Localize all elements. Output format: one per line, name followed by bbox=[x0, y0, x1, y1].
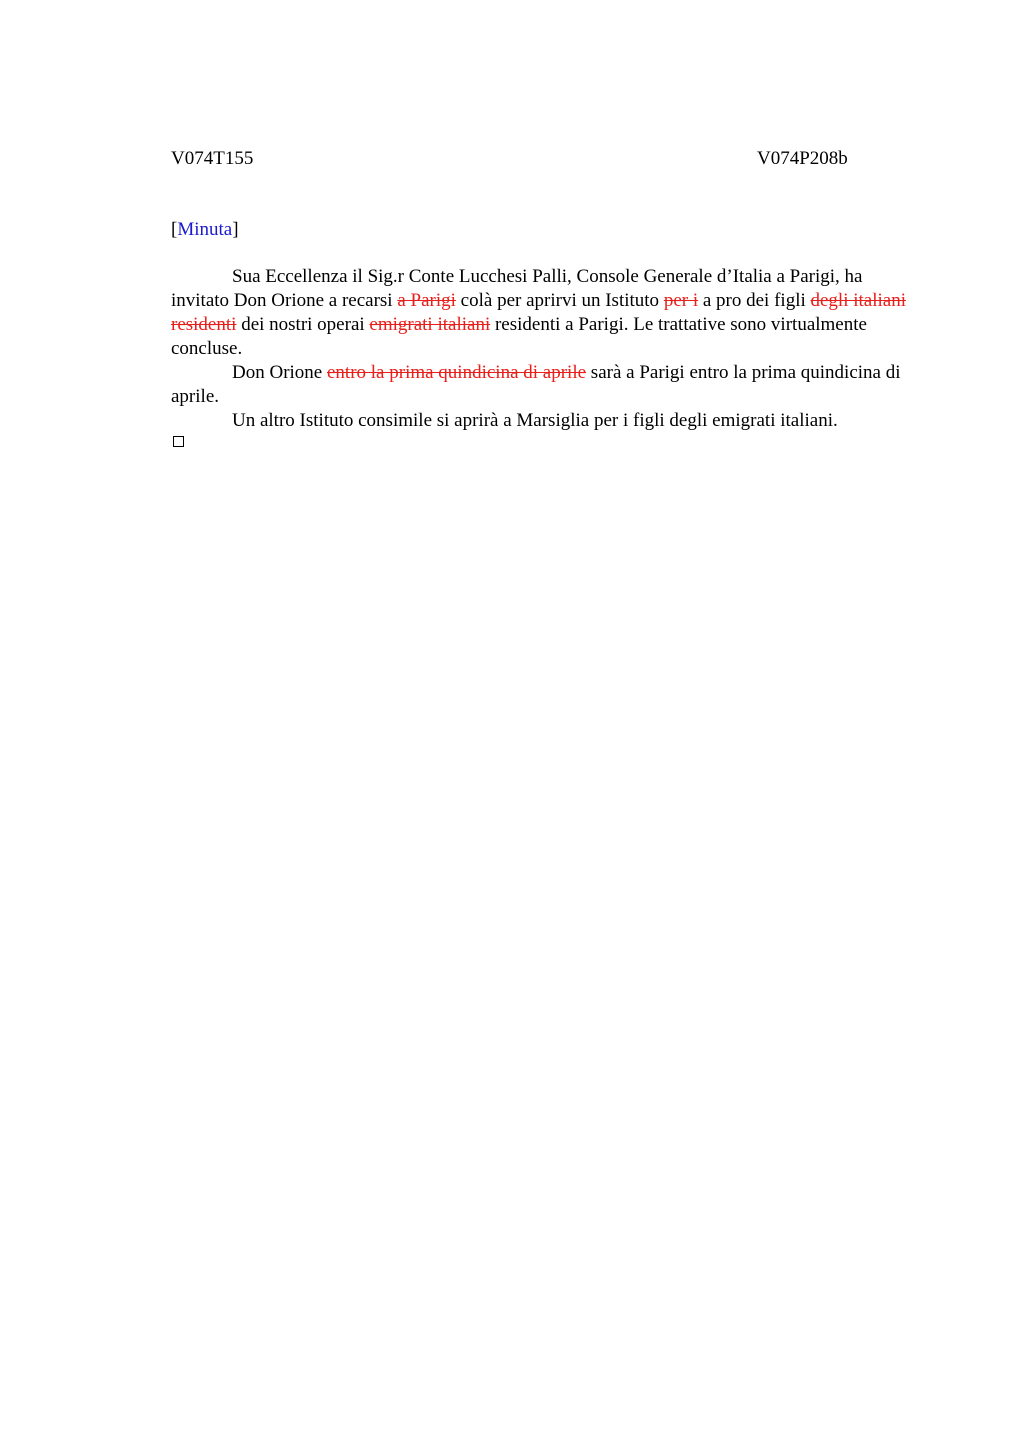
deleted-text: degli italiani residenti bbox=[171, 290, 907, 335]
deleted-text: emigrati italiani bbox=[369, 314, 491, 335]
text-segment: Don Orione bbox=[232, 362, 327, 383]
text-segment: residenti a Parigi. Le trattative sono virtualmente concluse. bbox=[171, 314, 867, 359]
square-outline-icon bbox=[173, 436, 184, 447]
text-segment: dei nostri operai bbox=[236, 314, 370, 335]
paragraph-3 bbox=[171, 409, 921, 433]
text-segment: sarà a Parigi entro la prima quindicina di aprile. bbox=[171, 362, 901, 407]
open-bracket: [ bbox=[171, 219, 178, 240]
deleted-text: per i bbox=[663, 290, 699, 311]
deleted-text: a Parigi bbox=[397, 290, 456, 311]
minuta-link[interactable]: Minuta bbox=[177, 219, 233, 240]
document-body bbox=[171, 265, 921, 433]
text-segment: Un altro Istituto consimile si aprirà a Marsiglia per i figli degli emigrati italiani. bbox=[232, 410, 838, 431]
deleted-text: entro la prima quindicina di aprile bbox=[326, 362, 587, 383]
document-type-label bbox=[171, 218, 239, 242]
document-code-right: V074P208b bbox=[757, 148, 848, 169]
text-segment: a pro dei figli bbox=[698, 290, 811, 311]
text-segment: Sua Eccellenza il Sig.r Conte Lucchesi Palli, Console Generale d’Italia a Parigi, ha invitato Don Orione a recarsi bbox=[171, 266, 863, 311]
document-code-left: V074T155 bbox=[171, 148, 254, 169]
paragraph-1 bbox=[171, 265, 921, 361]
paragraph-2 bbox=[171, 361, 921, 409]
close-bracket: ] bbox=[232, 219, 239, 240]
text-segment: colà per aprirvi un Istituto bbox=[455, 290, 664, 311]
